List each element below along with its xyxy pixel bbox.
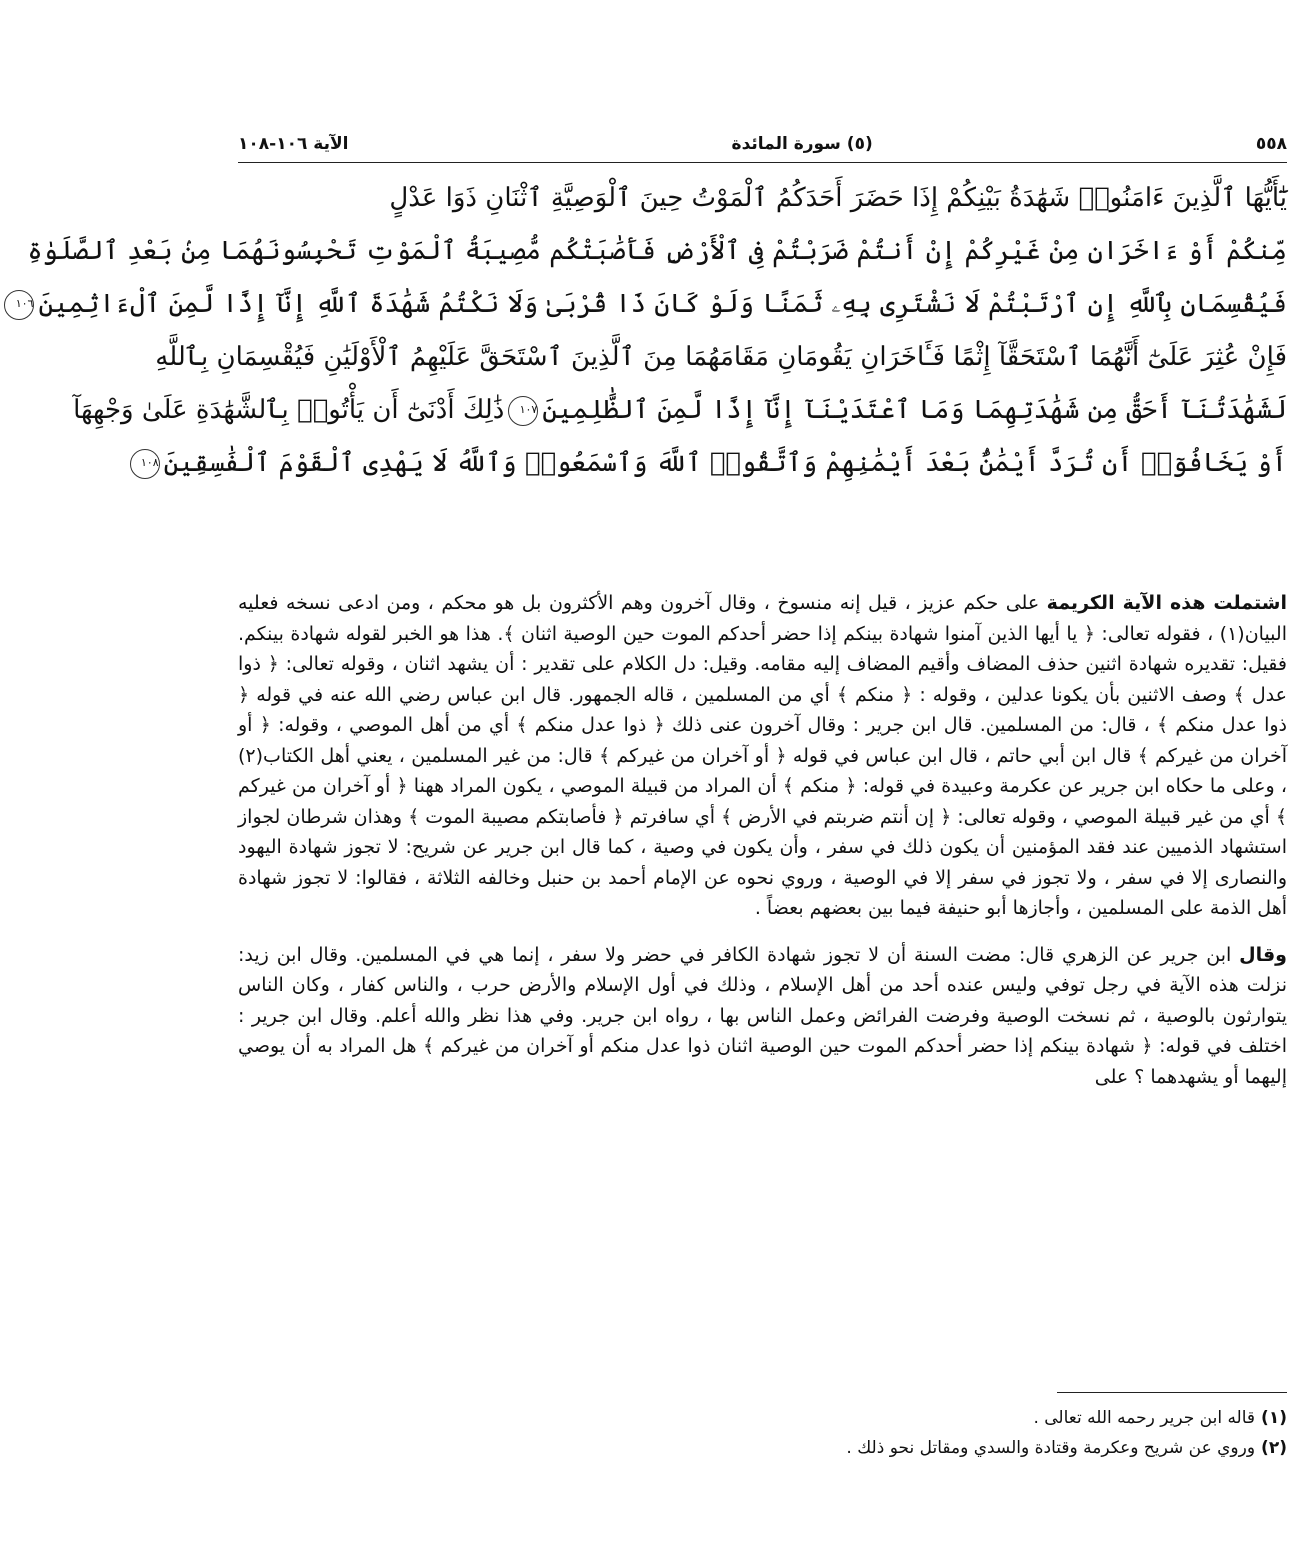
ayah-number-marker: ١٠٦ xyxy=(4,290,34,320)
commentary-paragraph: اشتملت هذه الآية الكريمة على حكم عزيز ، قيل إنه منسوخ ، وقال آخرون وهم الأكثرون بل هو محكم ، ومن ادعى نسخه فعليه البيان(١) ، فقوله تعالى: ﴿ يا أيها الذين آمنوا شهادة بينكم إذا حضر أحدكم الموت حين الوصية اثنان ﴾. هذا هو الخبر لقوله شهادة بينكم. فقيل: تقديره شهادة اثنين حذف المضاف وأقيم المضاف إليه مقامه. وقيل: دل الكلام على تقدير : أن يشهد اثنان ، وقوله تعالى: ﴿ ذوا عدل ﴾ وصف الاثنين بأن يكونا عدلين ، وقوله : ﴿ منكم ﴾ أي من المسلمين ، قاله الجمهور. قال ابن عباس رضي الله عنه في قوله ﴿ ذوا عدل منكم ﴾ ، قال: من المسلمين. قال ابن جرير : وقال آخرون عنى ذلك ﴿ ذوا عدل منكم ﴾ أي من أهل الموصي ، وقوله: ﴿ أو آخران من غيركم ﴾ قال ابن أبي حاتم ، قال ابن عباس في قوله ﴿ أو آخران من غيركم ﴾ قال: من غير المسلمين ، يعني أهل الكتاب(٢) ، وعلى ما حكاه ابن جرير عن عكرمة وعبيدة في قوله: ﴿ منكم ﴾ أن المراد من قبيلة الموصي ، يكون المراد ههنا ﴿ أو آخران من غيركم ﴾ أي من غير قبيلة الموصي ، وقوله تعالى: ﴿ إن أنتم ضربتم في الأرض ﴾ أي سافرتم ﴿ فأصابتكم مصيبة الموت ﴾ وهذان شرطان لجواز استشهاد الذميين عند فقد المؤمنين أن يكون ذلك في سفر ، وأن يكون في وصية ، كما قال ابن جرير عن شريح: لا تجوز شهادة اليهود والنصارى إلا في سفر ، ولا تجوز في سفر إلا في الوصية ، وروي نحوه عن الإمام أحمد بن حنبل وخالفه الثلاثة ، فقالوا: لا تجوز شهادة أهل الذمة على المسلمين ، وأجازها أبو حنيفة فيما بين بعضهم بعضاً . xyxy=(238,592,1287,919)
ayah-range: الآية ١٠٦-١٠٨ xyxy=(238,134,349,154)
commentary-paragraph: وقال ابن جرير عن الزهري قال: مضت السنة أن لا تجوز شهادة الكافر في حضر ولا سفر ، إنما هي في المسلمين. وقال ابن زيد: نزلت هذه الآية في رجل توفي وليس عنده أحد من أهل الإسلام ، وذلك في أول الإسلام والأرض حرب ، والناس كفار ، وكان الناس يتوارثون بالوصية ، ثم نسخت الوصية وفرضت الفرائض وعمل الناس بها ، رواه ابن جرير. وفي هذا نظر والله أعلم. وقال ابن جرير : اختلف في قوله: ﴿ شهادة بينكم إذا حضر أحدكم الموت حين الوصية اثنان ذوا عدل منكم أو آخران من غيركم ﴾ هل المراد به أن يوصي إليهما أو يشهدهما ؟ على xyxy=(238,943,1287,1088)
paragraph-lead: اشتملت هذه الآية الكريمة xyxy=(1046,592,1287,614)
surah-title: (٥) سورة المائدة xyxy=(731,134,873,154)
footnote: (١)قاله ابن جرير رحمه الله تعالى . xyxy=(1033,1408,1287,1428)
ayah-number-marker: ١٠٧ xyxy=(508,396,538,426)
page-number: ٥٥٨ xyxy=(1255,134,1287,154)
quran-line: أَوْ يَخَافُوٓا۟ أَن تُرَدَّ أَيْمَٰنٌۢ بَعْدَ أَيْمَٰنِهِمْ وَٱتَّقُوا۟ ٱللَّهَ وَٱسْمَعُوا۟ وَٱللَّهُ لَا يَهْدِى ٱلْقَوْمَ ٱلْفَٰسِقِينَ١٠٨ xyxy=(238,437,1287,490)
footnotes xyxy=(238,1403,1287,1463)
quran-line: مِّنكُمْ أَوْ ءَاخَرَانِ مِنْ غَيْرِكُمْ إِنْ أَنتُمْ ضَرَبْتُمْ فِى ٱلْأَرْضِ فَأَصَٰبَتْكُم مُّصِيبَةُ ٱلْمَوْتِ تَحْبِسُونَهُمَا مِنۢ بَعْدِ ٱلصَّلَوٰةِ xyxy=(27,236,1287,266)
footnote: (٢)وروي عن شريح وعكرمة وقتادة والسدي ومقاتل نحو ذلك . xyxy=(846,1438,1287,1458)
page-header xyxy=(238,130,1287,163)
footnote-divider xyxy=(1057,1392,1287,1393)
quran-text xyxy=(15,172,1287,490)
tafsir-commentary xyxy=(238,588,1287,1092)
quran-line: لَشَهَٰدَتُنَآ أَحَقُّ مِن شَهَٰدَتِهِمَا وَمَا ٱعْتَدَيْنَآ إِنَّآ إِذًا لَّمِنَ ٱلظَّٰلِمِينَ١٠٧ذَٰلِكَ أَدْنَىٰٓ أَن يَأْتُوا۟ بِٱلشَّهَٰدَةِ عَلَىٰ وَجْهِهَآ xyxy=(73,395,1287,425)
book-page xyxy=(15,0,1315,1547)
ayah-number-marker: ١٠٨ xyxy=(130,449,160,479)
quran-line: يَٰٓأَيُّهَا ٱلَّذِينَ ءَامَنُوا۟ شَهَٰدَةُ بَيْنِكُمْ إِذَا حَضَرَ أَحَدَكُمُ ٱلْمَوْتُ حِينَ ٱلْوَصِيَّةِ ٱثْنَانِ ذَوَا عَدْلٍ xyxy=(389,183,1287,213)
quran-line: فَيُقْسِمَانِ بِٱللَّهِ إِنِ ٱرْتَبْتُمْ لَا نَشْتَرِى بِهِۦ ثَمَنًا وَلَوْ كَانَ ذَا قُرْبَىٰ وَلَا نَكْتُمُ شَهَٰدَةَ ٱللَّهِ إِنَّآ إِذًا لَّمِنَ ٱلْءَاثِمِينَ١٠٦ xyxy=(238,278,1287,331)
quran-line: فَإِنْ عُثِرَ عَلَىٰٓ أَنَّهُمَا ٱسْتَحَقَّآ إِثْمًا فَـَٔاخَرَانِ يَقُومَانِ مَقَامَهُمَا مِنَ ٱلَّذِينَ ٱسْتَحَقَّ عَلَيْهِمُ ٱلْأَوْلَيَٰنِ فَيُقْسِمَانِ بِٱللَّهِ xyxy=(155,342,1287,372)
paragraph-lead: وقال xyxy=(1239,943,1287,966)
